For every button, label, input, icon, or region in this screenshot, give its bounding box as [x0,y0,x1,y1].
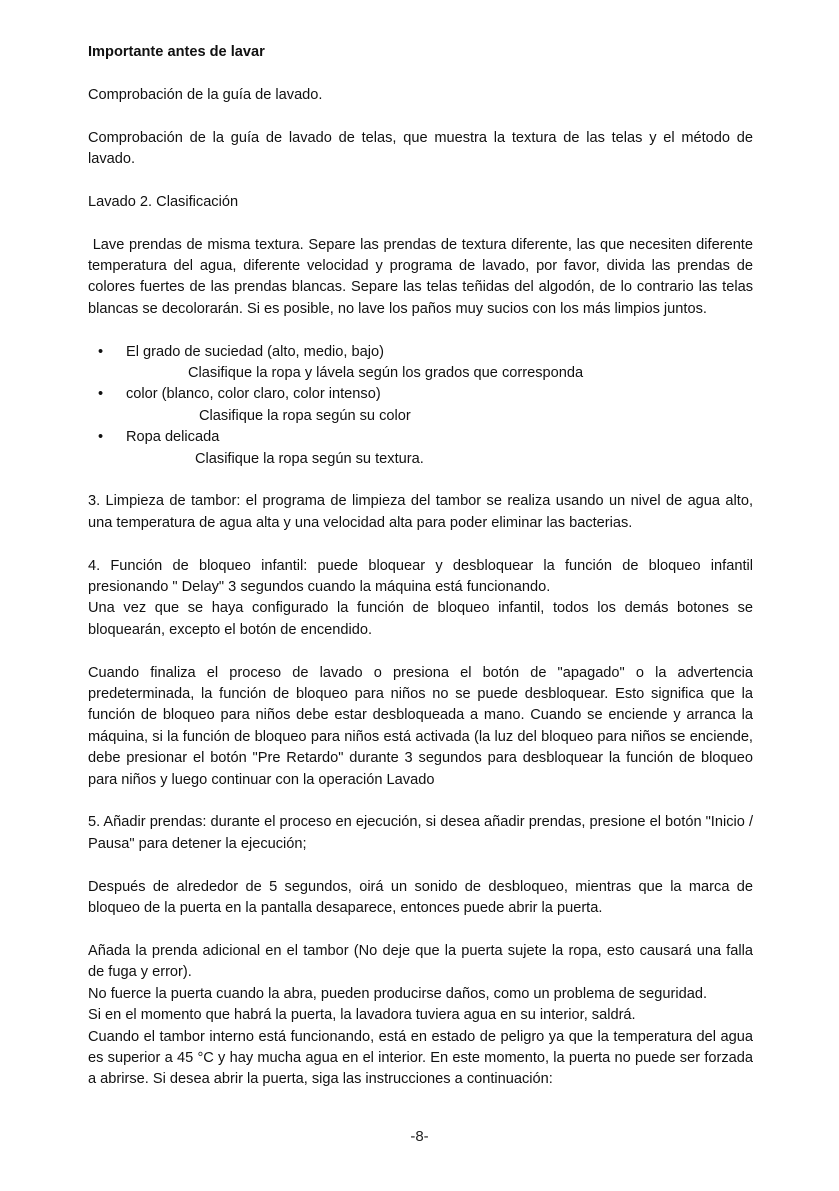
paragraph-child-lock-unlock: Cuando finaliza el proceso de lavado o presiona el botón de "apagado" o la advertencia predeterminada, la función de bloqueo para niños no se puede desbloquear. Esto significa que la función de bloqueo para niños debe estar desbloqueada a mano. Cuando se enciende y arranca la máquina, si la función de bloqueo para niños está activada (la luz del bloqueo para niños se enciende, debe presionar el botón "Pre Retardo" durante 3 segundos para desbloquear la función de bloqueo para niños y luego continuar con la operación Lavado [88,664,753,788]
list-item [88,384,753,427]
paragraph-danger-state: Cuando el tambor interno está funcionando, está en estado de peligro ya que la temperatura del agua es superior a 45 °C y hay mucha agua en el interior. En este momento, la puerta no puede ser forzada a abrirse. Si desea abrir la puerta, siga las instrucciones a continuación: [88,1028,753,1088]
bullet-icon: • [98,343,104,360]
list-item [88,427,753,470]
list-item-title-row [88,384,753,405]
spacer [88,170,753,191]
paragraph-wash-guide-check: Comprobación de la guía de lavado. [88,86,323,103]
list-item-detail: Clasifique la ropa según su color [199,407,411,424]
spacer [88,63,753,84]
spacer [88,106,753,127]
paragraph-fabric-guide: Comprobación de la guía de lavado de telas, que muestra la textura de las telas y el método de lavado. [88,129,753,167]
spacer [88,791,753,812]
paragraph-drum-cleaning: 3. Limpieza de tambor: el programa de limpieza del tambor se realiza usando un nivel de agua alto, una temperatura de agua alta y una velocidad alta para poder eliminar las bacterias. [88,493,753,531]
paragraph-water-warning: Si en el momento que habrá la puerta, la lavadora tuviera agua en su interior, saldrá. [88,1007,636,1024]
spacer [88,534,753,555]
list-item [88,342,753,385]
paragraph-add-garments: 5. Añadir prendas: durante el proceso en ejecución, si desea añadir prendas, presione el botón "Inicio / Pausa" para detener la ejecución; [88,814,753,852]
list-item-detail: Clasifique la ropa según su textura. [195,450,424,467]
spacer [88,641,753,662]
list-item-title: color (blanco, color claro, color intenso) [126,386,381,403]
document-page [88,42,758,1091]
bullet-icon: • [98,386,104,403]
list-item-title: Ropa delicada [126,429,220,446]
paragraph-classification-title: Lavado 2. Clasificación [88,193,239,210]
paragraph-classification-body: Lave prendas de misma textura. Separe las prendas de textura diferente, las que necesiten diferente temperatura del agua, diferente velocidad y programa de lavado, por favor, divida las prendas de colores fuertes de las prendas blancas. Separe las telas teñidas del algodón, de lo contrario las telas blancas se decolorarán. Si es posible, no lave los paños muy sucios con los más limpios juntos. [88,236,758,317]
page-number: -8- [410,1128,429,1145]
spacer [88,920,753,941]
paragraph-do-not-force-door: No fuerce la puerta cuando la abra, pueden producirse daños, como un problema de seguridad. [88,985,708,1002]
list-item-title-row [88,427,753,448]
bullet-icon: • [98,429,104,446]
list-item-title: El grado de suciedad (alto, medio, bajo) [126,343,384,360]
spacer [88,855,753,876]
classification-list [88,342,753,470]
section-heading: Importante antes de lavar [88,44,265,60]
list-item-title-row [88,342,753,363]
spacer [88,213,753,234]
paragraph-add-extra-garment: Añada la prenda adicional en el tambor (No deje que la puerta sujete la ropa, esto causará una falla de fuga y error). [88,942,753,981]
spacer [88,320,753,341]
paragraph-child-lock: 4. Función de bloqueo infantil: puede bloquear y desbloquear la función de bloqueo infantil presionando " Delay" 3 segundos cuando la máquina está funcionando. [88,557,753,596]
list-item-detail: Clasifique la ropa y lávela según los grados que corresponda [188,365,584,382]
paragraph-child-lock-buttons: Una vez que se haya configurado la función de bloqueo infantil, todos los demás botones se bloquearán, excepto el botón de encendido. [88,600,753,638]
spacer [88,470,753,491]
paragraph-unlock-sound: Después de alrededor de 5 segundos, oirá un sonido de desbloqueo, mientras que la marca de bloqueo de la puerta en la pantalla desaparece, entonces puede abrir la puerta. [88,878,753,917]
